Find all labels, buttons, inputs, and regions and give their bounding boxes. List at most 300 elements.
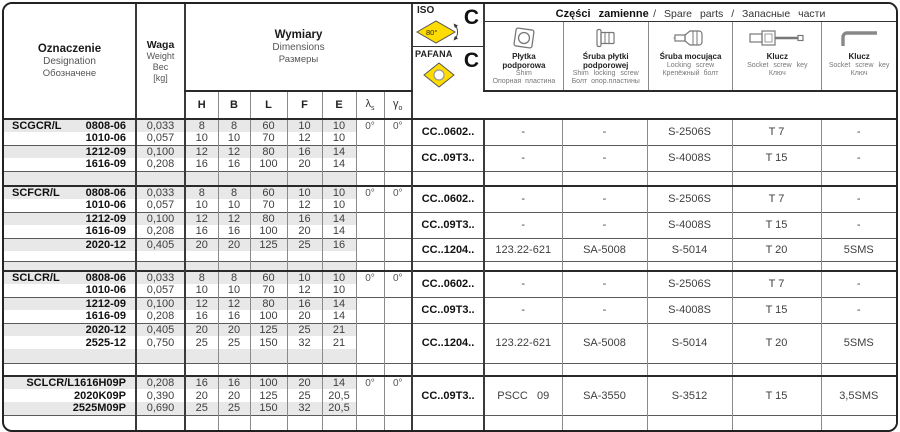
spare-part-cell: - (562, 145, 647, 171)
toolholder-size-code: 1212-09 (85, 145, 126, 158)
dim-cell: 16 (185, 158, 218, 171)
designation-cell (4, 158, 136, 171)
spare-part-cell: T 15 (732, 145, 821, 171)
separator-cell (185, 349, 218, 363)
dim-cell: 125 (250, 238, 287, 251)
weight-label-pl: Waga (146, 38, 175, 51)
weight-cell: 0,057 (136, 284, 185, 297)
designation-cell (4, 132, 136, 145)
dim-cell: 12 (287, 199, 322, 212)
dim-cell: 16 (322, 238, 356, 251)
spare-part-cell: - (821, 271, 896, 297)
designation-cell (4, 336, 136, 349)
gamma-angle-cell: 0° (384, 376, 412, 415)
dim-cell: 10 (287, 119, 322, 132)
insert-code-cell: CC..0602.. (412, 119, 484, 145)
toolholder-table (4, 4, 896, 430)
weight-unit: [kg] (153, 72, 168, 83)
designation-text (12, 390, 126, 402)
dim-cell: 12 (218, 145, 250, 158)
weight-cell: 0,208 (136, 225, 185, 238)
separator-cell (732, 363, 821, 376)
separator-cell (250, 261, 287, 271)
separator-cell (250, 171, 287, 186)
spare-part-cell: - (821, 297, 896, 323)
toolholder-size-code: SCLCR/L1616H09P (26, 377, 126, 389)
separator-cell (732, 261, 821, 271)
weight-cell: 0,208 (136, 376, 185, 389)
dim-cell: 12 (218, 297, 250, 310)
separator-cell (287, 251, 322, 261)
dim-col-lambda (356, 91, 384, 119)
insert-code-cell: CC..1204.. (412, 238, 484, 261)
dim-cell: 12 (185, 145, 218, 158)
weight-cell: 0,057 (136, 132, 185, 145)
separator-cell (136, 349, 185, 363)
spare-part-cell: - (562, 186, 647, 212)
designation-text (12, 225, 126, 237)
separator-cell (484, 363, 562, 376)
weight-label-en: Weight (146, 50, 175, 61)
spare-col-label-pl: Śruba płytki podporowej (582, 52, 629, 70)
dim-cell: 20,5 (322, 389, 356, 402)
spare-col-label-en: Locking screw (666, 61, 715, 69)
insert-shape-header (412, 4, 484, 119)
separator-cell (821, 363, 896, 376)
spare-part-cell: S-5014 (647, 323, 732, 363)
separator-cell (562, 363, 647, 376)
designation-text (12, 377, 126, 389)
spare-col-label-pl: Płytka podporowa (502, 52, 546, 70)
dim-cell: 10 (218, 199, 250, 212)
designation-cell (4, 310, 136, 323)
separator-cell (4, 363, 136, 376)
spare-col-header (563, 22, 648, 90)
dim-cell: 16 (218, 376, 250, 389)
dim-cell: 100 (250, 376, 287, 389)
insert-code-cell: CC..0602.. (412, 186, 484, 212)
spare-col-label-pl: Śruba mocująca (659, 52, 722, 61)
designation-text (12, 213, 126, 225)
spare-part-cell: - (821, 186, 896, 212)
separator-cell (185, 251, 218, 261)
lambda-angle-cell (356, 145, 384, 171)
dim-cell: 20 (218, 389, 250, 402)
dim-cell: 16 (185, 376, 218, 389)
insert-code-cell: CC..1204.. (412, 323, 484, 363)
separator-cell (218, 349, 250, 363)
lambda-angle-cell: 0° (356, 376, 384, 415)
designation-cell (4, 238, 136, 251)
designation-cell (4, 212, 136, 225)
designation-text (12, 284, 126, 296)
designation-header (4, 4, 136, 119)
spare-part-cell: T 7 (732, 186, 821, 212)
dim-cell: 25 (287, 323, 322, 336)
separator-row (4, 171, 896, 186)
insert-code-cell: CC..09T3.. (412, 145, 484, 171)
toolholder-size-code: 1010-06 (85, 199, 126, 212)
spare-parts-title-pl: Części zamienne (555, 8, 649, 20)
dim-cell: 100 (250, 310, 287, 323)
dim-cell: 8 (218, 186, 250, 199)
spare-part-cell: - (484, 271, 562, 297)
lambda-angle-cell (356, 212, 384, 238)
dim-cell: 12 (185, 297, 218, 310)
designation-text (12, 298, 126, 310)
dim-cell: 80 (250, 297, 287, 310)
spare-col-label-en: Socket screw key (747, 61, 808, 69)
toolholder-group-name: SCGCR/L (12, 120, 62, 132)
separator-cell (136, 171, 185, 186)
separator-row (4, 415, 896, 430)
spare-col-header (821, 22, 896, 90)
dim-cell: 10 (218, 284, 250, 297)
designation-cell (4, 284, 136, 297)
dim-cell: 25 (287, 389, 322, 402)
toolholder-size-code: 2525M09P (72, 402, 126, 415)
dim-cell: 20 (287, 158, 322, 171)
dim-cell: 10 (287, 186, 322, 199)
dim-cell: 100 (250, 158, 287, 171)
toolholder-size-code: 1212-09 (85, 212, 126, 225)
spare-col-header (485, 22, 563, 90)
separator-cell (185, 363, 218, 376)
iso-cell (413, 4, 483, 47)
lambda-angle-cell (356, 297, 384, 323)
table-row (4, 238, 896, 251)
dim-cell: 32 (287, 336, 322, 349)
spare-part-cell: - (821, 212, 896, 238)
dim-col-L: L (250, 91, 287, 119)
dim-cell: 20 (218, 238, 250, 251)
lambda-angle-cell: 0° (356, 186, 384, 212)
lambda-subscript: s (371, 105, 375, 113)
separator-cell (4, 349, 136, 363)
designation-text (12, 324, 126, 336)
designation-cell (4, 323, 136, 336)
separator-cell (218, 415, 250, 430)
spare-part-cell: S-4008S (647, 145, 732, 171)
separator-cell (185, 415, 218, 430)
weight-cell: 0,405 (136, 323, 185, 336)
iso-label: ISO (417, 5, 435, 16)
weight-cell: 0,208 (136, 310, 185, 323)
shim-screw-icon (564, 24, 648, 52)
spare-part-cell: S-2506S (647, 186, 732, 212)
designation-cell (4, 225, 136, 238)
separator-cell (562, 415, 647, 430)
designation-text (12, 120, 126, 132)
designation-text (12, 158, 126, 170)
spare-part-cell: - (562, 212, 647, 238)
dim-cell: 25 (218, 336, 250, 349)
designation-cell (4, 119, 136, 132)
designation-cell (4, 376, 136, 389)
dim-cell: 8 (218, 271, 250, 284)
dim-cell: 8 (218, 119, 250, 132)
weight-header (136, 4, 185, 119)
weight-cell: 0,690 (136, 402, 185, 415)
spare-col-label-en: Socket screw key (828, 61, 890, 69)
gamma-angle-cell: 0° (384, 186, 412, 212)
designation-text (12, 272, 126, 284)
separator-cell (356, 171, 384, 186)
dim-cell: 10 (185, 199, 218, 212)
gamma-symbol: γ (393, 97, 399, 110)
designation-cell (4, 186, 136, 199)
toolholder-size-code: 0808-06 (85, 272, 126, 284)
toolholder-size-code: 1616-09 (85, 310, 126, 323)
header-row-main (4, 4, 896, 91)
gamma-angle-cell (384, 145, 412, 171)
separator-cell (4, 251, 136, 261)
dim-cell: 8 (185, 271, 218, 284)
spare-part-cell: - (562, 119, 647, 145)
gamma-angle-cell (384, 238, 412, 261)
spare-part-cell: T 7 (732, 119, 821, 145)
dim-cell: 10 (322, 284, 356, 297)
spare-part-cell: - (484, 297, 562, 323)
gamma-angle-cell: 0° (384, 271, 412, 297)
dim-cell: 10 (218, 132, 250, 145)
table-row (4, 376, 896, 389)
separator-cell (322, 415, 356, 430)
dim-cell: 12 (218, 212, 250, 225)
dim-cell: 20 (287, 310, 322, 323)
weight-cell: 0,100 (136, 297, 185, 310)
svg-text:80°: 80° (426, 28, 438, 37)
toolholder-size-code: 1616-09 (85, 225, 126, 238)
dimensions-label-ru: Размеры (278, 53, 319, 65)
weight-cell: 0,033 (136, 271, 185, 284)
pafana-cell (413, 47, 483, 89)
separator-cell (732, 415, 821, 430)
spare-part-cell: - (484, 145, 562, 171)
designation-text (12, 402, 126, 414)
spare-part-cell: 123.22-621 (484, 238, 562, 261)
table-row (4, 119, 896, 132)
dim-cell: 14 (322, 212, 356, 225)
designation-text (12, 146, 126, 158)
dim-cell: 60 (250, 271, 287, 284)
separator-cell (4, 415, 136, 430)
dim-col-E: E (322, 91, 356, 119)
dim-cell: 20 (287, 225, 322, 238)
weight-cell: 0,100 (136, 212, 185, 225)
weight-cell: 0,057 (136, 199, 185, 212)
separator-cell (250, 251, 287, 261)
toolholder-size-code: 1212-09 (85, 297, 126, 310)
separator-cell (647, 261, 732, 271)
dim-cell: 20 (185, 238, 218, 251)
spare-col-label-en: Shim (515, 70, 532, 77)
weight-cell: 0,390 (136, 389, 185, 402)
gamma-subscript: o (398, 105, 403, 113)
dim-cell: 25 (185, 336, 218, 349)
dim-cell: 20 (185, 389, 218, 402)
separator-cell (356, 415, 384, 430)
spare-part-cell: - (562, 271, 647, 297)
gamma-angle-cell: 0° (384, 119, 412, 145)
dim-cell: 150 (250, 336, 287, 349)
dim-cell: 70 (250, 132, 287, 145)
separator-cell (821, 171, 896, 186)
separator-cell (647, 415, 732, 430)
dim-cell: 70 (250, 284, 287, 297)
dim-cell: 16 (218, 225, 250, 238)
dim-cell: 150 (250, 402, 287, 415)
spare-part-cell: T 20 (732, 238, 821, 261)
dim-cell: 16 (185, 310, 218, 323)
spare-part-cell: 5SMS (821, 238, 896, 261)
separator-cell (322, 261, 356, 271)
dim-cell: 14 (322, 225, 356, 238)
weight-cell: 0,033 (136, 119, 185, 132)
dim-cell: 16 (185, 225, 218, 238)
spare-part-cell: S-4008S (647, 297, 732, 323)
separator-cell (412, 171, 484, 186)
dim-col-H: H (185, 91, 218, 119)
table-row (4, 186, 896, 199)
separator-cell (562, 261, 647, 271)
dim-cell: 16 (218, 310, 250, 323)
spare-part-cell: T 7 (732, 271, 821, 297)
socket-screw-key-icon (733, 24, 821, 52)
separator-cell (821, 415, 896, 430)
separator-cell (322, 349, 356, 363)
dim-cell: 32 (287, 402, 322, 415)
separator-cell (250, 349, 287, 363)
spare-part-cell: 3,5SMS (821, 376, 896, 415)
weight-cell: 0,100 (136, 145, 185, 158)
separator-cell (287, 171, 322, 186)
dim-cell: 70 (250, 199, 287, 212)
spare-part-cell: S-2506S (647, 119, 732, 145)
toolholder-size-code: 2525-12 (85, 336, 126, 349)
designation-cell (4, 199, 136, 212)
dim-cell: 25 (185, 402, 218, 415)
spare-part-cell: 123.22-621 (484, 323, 562, 363)
insert-code-cell: CC..09T3.. (412, 297, 484, 323)
separator-cell (185, 171, 218, 186)
separator-cell (136, 261, 185, 271)
separator-cell (287, 261, 322, 271)
separator-cell (562, 171, 647, 186)
dim-cell: 16 (287, 297, 322, 310)
lambda-angle-cell: 0° (356, 271, 384, 297)
spare-part-cell: - (821, 145, 896, 171)
dim-cell: 12 (185, 212, 218, 225)
dim-cell: 125 (250, 323, 287, 336)
separator-cell (384, 171, 412, 186)
toolholder-size-code: 2020K09P (74, 389, 126, 402)
separator-row (4, 363, 896, 376)
dimensions-label-en: Dimensions (272, 41, 325, 53)
designation-cell (4, 389, 136, 402)
separator-cell (412, 363, 484, 376)
toolholder-size-code: 2020-12 (85, 323, 126, 336)
separator-cell (218, 363, 250, 376)
designation-text (12, 310, 126, 322)
spare-parts-title-rest: / Spare parts / Запасные части (653, 8, 826, 20)
table-row (4, 297, 896, 310)
spare-part-cell: S-2506S (647, 271, 732, 297)
spare-part-cell: SA-5008 (562, 323, 647, 363)
insert-80deg-diamond-icon (415, 19, 459, 45)
designation-label-pl: Oznaczenie (37, 42, 102, 55)
dim-cell: 80 (250, 212, 287, 225)
dim-cell: 14 (322, 310, 356, 323)
dim-cell: 16 (218, 158, 250, 171)
dim-cell: 8 (185, 119, 218, 132)
spare-col-label-ru: Ключ (768, 69, 786, 77)
insert-code-cell: CC..0602.. (412, 271, 484, 297)
separator-cell (384, 363, 412, 376)
spare-part-cell: - (562, 297, 647, 323)
separator-cell (356, 363, 384, 376)
dim-cell: 16 (287, 145, 322, 158)
dim-cell: 10 (185, 132, 218, 145)
separator-cell (218, 261, 250, 271)
iso-shape-letter: C (463, 6, 479, 29)
dim-cell: 60 (250, 186, 287, 199)
separator-cell (136, 363, 185, 376)
lambda-symbol: λ (365, 97, 371, 110)
dim-cell: 20,5 (322, 402, 356, 415)
dim-cell: 10 (322, 132, 356, 145)
spare-part-cell: T 15 (732, 376, 821, 415)
separator-cell (4, 261, 136, 271)
dim-cell: 20 (287, 376, 322, 389)
lambda-angle-cell: 0° (356, 119, 384, 145)
dim-cell: 125 (250, 389, 287, 402)
pafana-label: PAFANA (415, 49, 453, 59)
designation-label-en: Designation (43, 55, 96, 67)
spare-part-cell: S-4008S (647, 212, 732, 238)
separator-row (4, 261, 896, 271)
spare-col-label-ru: Ключ (850, 69, 868, 77)
dim-cell: 14 (322, 297, 356, 310)
spare-part-cell: - (484, 212, 562, 238)
dim-cell: 20 (218, 323, 250, 336)
weight-cell: 0,033 (136, 186, 185, 199)
separator-cell (287, 349, 322, 363)
designation-cell (4, 297, 136, 310)
separator-cell (218, 171, 250, 186)
table-header (4, 4, 896, 119)
dim-cell: 16 (287, 212, 322, 225)
toolholder-group-name: SCFCR/L (12, 187, 60, 199)
separator-cell (821, 261, 896, 271)
spare-col-label-en: Shim locking screw (572, 70, 639, 77)
separator-cell (250, 363, 287, 376)
spare-col-label-pl: Klucz (766, 52, 788, 61)
dim-cell: 10 (322, 119, 356, 132)
insert-diamond-icon (421, 61, 457, 89)
weight-cell: 0,405 (136, 238, 185, 251)
spare-part-cell: SA-3550 (562, 376, 647, 415)
toolholder-group-name: SCLCR/L (12, 272, 60, 284)
spare-col-header (732, 22, 821, 90)
designation-text (12, 187, 126, 199)
toolholder-size-code: 1010-06 (85, 284, 126, 297)
designation-text (12, 337, 126, 349)
dim-cell: 80 (250, 145, 287, 158)
toolholder-size-code: 0808-06 (85, 120, 126, 132)
toolholder-size-code: 1010-06 (85, 132, 126, 145)
separator-cell (4, 171, 136, 186)
